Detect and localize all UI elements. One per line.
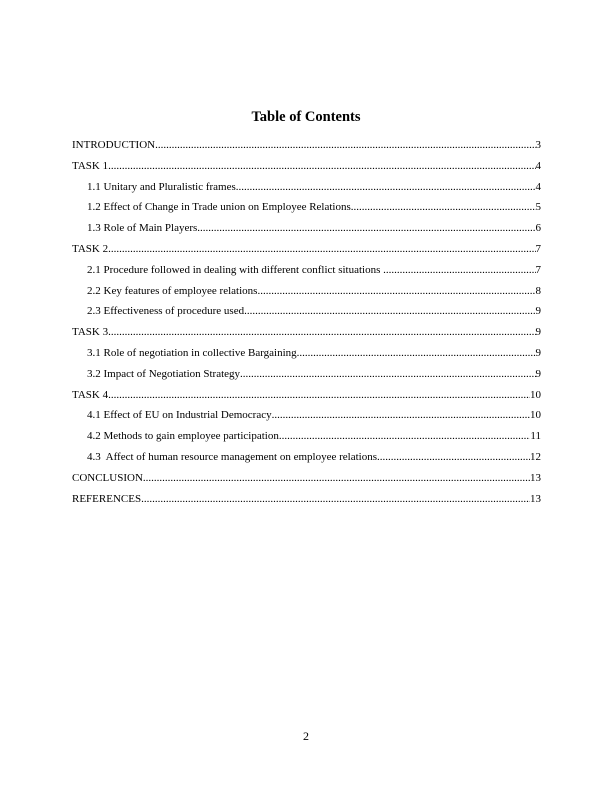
toc-dot-leader [257, 283, 535, 299]
toc-dot-leader [351, 199, 536, 215]
toc-entry-references[interactable] [72, 491, 541, 512]
toc-entry-page: 4 [535, 159, 541, 172]
toc-entry-label: 4.1 Effect of EU on Industrial Democracy [87, 409, 272, 422]
table-of-contents [72, 137, 541, 511]
toc-entry-label: 1.2 Effect of Change in Trade union on Employee Relations [87, 201, 351, 214]
toc-dot-leader [240, 366, 535, 382]
toc-entry-label: CONCLUSION [72, 471, 143, 484]
toc-dot-leader [108, 241, 535, 257]
toc-dot-leader [143, 470, 530, 486]
toc-entry-page: 13 [530, 492, 541, 505]
toc-entry-2-1[interactable] [72, 262, 541, 283]
page-number: 2 [303, 729, 309, 743]
toc-dot-leader [108, 158, 535, 174]
toc-entry-label: 2.2 Key features of employee relations [87, 284, 258, 297]
toc-dot-leader [108, 324, 535, 340]
toc-title: Table of Contents [251, 109, 361, 125]
toc-entry-page: 5 [535, 201, 541, 214]
toc-entry-label: INTRODUCTION [72, 139, 156, 151]
toc-entry-4-3[interactable] [72, 449, 541, 470]
toc-entry-3-1[interactable] [72, 345, 541, 366]
toc-dot-leader [197, 220, 535, 236]
toc-dot-leader [383, 262, 535, 278]
toc-entry-page: 3 [535, 139, 541, 151]
toc-entry-label: TASK 2 [72, 242, 109, 255]
toc-entry-task-4[interactable] [72, 387, 541, 408]
toc-entry-label: 3.2 Impact of Negotiation Strategy [87, 367, 241, 380]
toc-entry-3-2[interactable] [72, 366, 541, 387]
toc-dot-leader [236, 179, 536, 195]
toc-entry-label: 1.3 Role of Main Players [87, 222, 198, 235]
toc-entry-page: 9 [535, 367, 541, 380]
toc-entry-task-1[interactable] [72, 158, 541, 179]
toc-entry-label: 3.1 Role of negotiation in collective Bargaining [87, 346, 297, 359]
toc-dot-leader [272, 407, 530, 423]
toc-entry-1-1[interactable] [72, 179, 541, 200]
toc-dot-leader [108, 387, 530, 403]
toc-entry-conclusion[interactable] [72, 470, 541, 491]
toc-entry-label: TASK 4 [72, 388, 109, 401]
toc-entry-1-3[interactable] [72, 220, 541, 241]
toc-entry-introduction[interactable] [72, 137, 541, 158]
toc-entry-label: TASK 1 [72, 159, 109, 172]
toc-entry-page: 10 [530, 409, 541, 422]
toc-dot-leader [141, 491, 530, 507]
toc-entry-4-2[interactable] [72, 428, 541, 449]
toc-entry-page: 6 [535, 222, 541, 235]
toc-dot-leader [297, 345, 536, 361]
toc-entry-page: 11 [530, 430, 541, 443]
toc-entry-label: TASK 3 [72, 326, 109, 339]
toc-entry-page: 12 [530, 450, 541, 463]
toc-entry-page: 9 [535, 326, 541, 339]
toc-entry-page: 7 [535, 242, 541, 255]
toc-entry-page: 13 [530, 471, 541, 484]
toc-entry-label: 2.3 Effectiveness of procedure used [87, 305, 245, 318]
toc-entry-page: 9 [535, 346, 541, 359]
toc-entry-page: 7 [535, 263, 541, 276]
toc-dot-leader [279, 428, 531, 444]
toc-dot-leader [155, 137, 535, 153]
toc-entry-label: 4.3 Affect of human resource management on employee relations [87, 450, 377, 463]
toc-dot-leader [377, 449, 530, 465]
toc-entry-label: 1.1 Unitary and Pluralistic frames [87, 180, 236, 193]
toc-entry-label: 4.2 Methods to gain employee participation [87, 430, 279, 443]
toc-entry-page: 10 [530, 388, 541, 401]
toc-entry-page: 9 [535, 305, 541, 318]
toc-entry-1-2[interactable] [72, 199, 541, 220]
toc-entry-page: 8 [535, 284, 541, 297]
toc-entry-2-3[interactable] [72, 303, 541, 324]
toc-entry-task-2[interactable] [72, 241, 541, 262]
toc-entry-task-3[interactable] [72, 324, 541, 345]
toc-entry-2-2[interactable] [72, 283, 541, 304]
toc-dot-leader [244, 303, 535, 319]
toc-entry-label: 2.1 Procedure followed in dealing with different conflict situations [87, 263, 384, 276]
toc-entry-label: REFERENCES [72, 492, 142, 505]
toc-entry-page: 4 [535, 180, 541, 193]
toc-entry-4-1[interactable] [72, 407, 541, 428]
